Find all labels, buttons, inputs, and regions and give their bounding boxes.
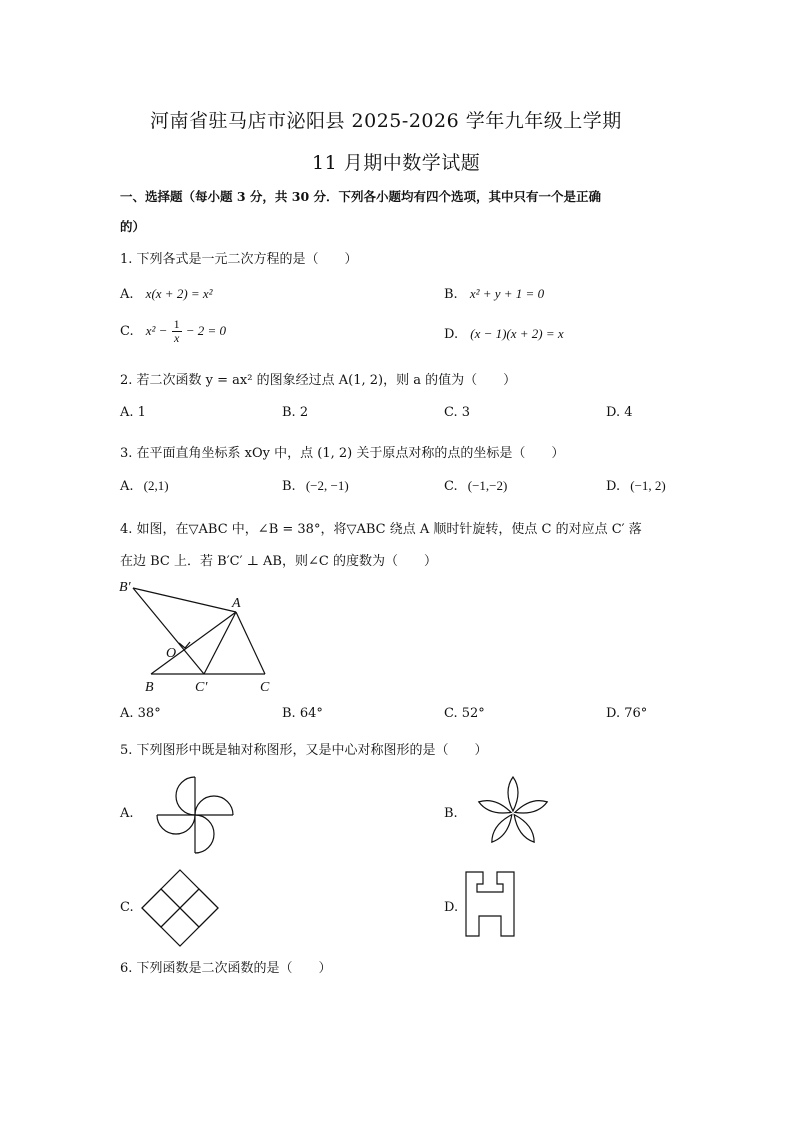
q1-option-d [444,326,564,342]
q3-stem: 3. 在平面直角坐标系 xOy 中，点 (1, 2) 关于原点对称的点的坐标是（ ） [120,446,565,461]
q3-option-a-label: A. [120,479,134,494]
q4-label-a: A [232,596,241,611]
q5-stem: 5. 下列图形中既是轴对称图形，又是中心对称图形的是（ ） [120,743,488,758]
q1-option-a [120,286,213,302]
q6-stem: 6. 下列函数是二次函数的是（ ） [120,961,332,976]
q1-stem: 1. 下列各式是一元二次方程的是（ ） [120,252,358,267]
q5-option-a-label: A. [120,806,134,821]
q3-option-c-math: (−1,−2) [467,478,508,493]
section-header-line-2: 的） [120,219,146,234]
q4-label-c-prime: C′ [195,680,208,695]
q4-label-c: C [260,680,270,695]
q3-option-d [606,478,666,494]
q1-option-c-tail: − 2 = 0 [185,323,227,338]
castle-outline-icon [463,870,523,942]
q5-option-c-label: C. [120,900,134,915]
q4-label-b-prime: B′ [119,580,131,595]
q1-option-a-math: x(x + 2) = x² [145,286,213,301]
q4-segment-a-c [236,612,265,674]
q3-option-b [282,478,349,494]
q4-stem-line-1: 4. 如图，在▽ABC 中，∠B = 38°，将▽ABC 绕点 A 顺时针旋转，使点 C 的对应点 C′ 落 [120,522,642,537]
q2-option-b: B. 2 [282,405,309,420]
diamond-grid-icon [140,868,220,948]
q4-option-c: C. 52° [444,706,485,721]
q1-fraction-denominator: x [173,331,180,345]
section-header-line-1: 一、选择题（每小题 3 分，共 30 分．下列各小题均有四个选项，其中只有一个是正确 [120,189,602,204]
q3-option-a [120,478,169,494]
q1-option-d-label: D. [444,327,459,342]
q3-option-a-math: (2,1) [143,478,169,493]
q2-stem: 2. 若二次函数 y = ax² 的图象经过点 A(1, 2)，则 a 的值为（ ） [120,373,517,388]
q1-option-b [444,286,544,302]
q2-option-d: D. 4 [606,405,633,420]
q1-option-a-label: A. [120,287,134,302]
q5-option-b-label: B. [444,806,458,821]
q3-option-c-label: C. [444,479,458,494]
q1-option-d-math: (x − 1)(x + 2) = x [470,326,564,341]
q5-option-d-label: D. [444,900,459,915]
q4-label-b: B [145,680,154,695]
q1-option-c [120,318,226,345]
q2-option-c: C. 3 [444,405,471,420]
q4-option-d: D. 76° [606,706,648,721]
q4-option-a: A. 38° [120,706,161,721]
q1-option-c-label: C. [120,324,134,339]
q3-option-c [444,478,507,494]
q3-option-b-label: B. [282,479,296,494]
flower-icon [468,773,558,853]
q4-figure [115,576,285,696]
q2-option-a: A. 1 [120,405,146,420]
q3-option-d-math: (−1, 2) [630,478,666,493]
q1-option-b-math: x² + y + 1 = 0 [469,286,545,301]
q1-fraction-numerator: 1 [173,317,180,331]
q4-segment-bprime-a [133,588,236,612]
q1-option-c-lead: x² − [145,323,168,338]
q3-option-b-math: (−2, −1) [305,478,349,493]
q3-option-d-label: D. [606,479,621,494]
q1-option-b-label: B. [444,287,458,302]
pinwheel-icon [155,775,235,855]
title-line-2: 11 月期中数学试题 [312,152,481,174]
q1-option-c-fraction [172,318,182,345]
q4-segment-a-b [151,612,236,674]
q4-option-b: B. 64° [282,706,323,721]
title-line-1: 河南省驻马店市泌阳县 2025-2026 学年九年级上学期 [150,110,622,132]
q4-stem-line-2: 在边 BC 上．若 B′C′ ⊥ AB，则∠C 的度数为（ ） [120,554,437,569]
q4-segment-a-cprime [204,612,236,674]
q4-label-o: O [166,646,177,661]
